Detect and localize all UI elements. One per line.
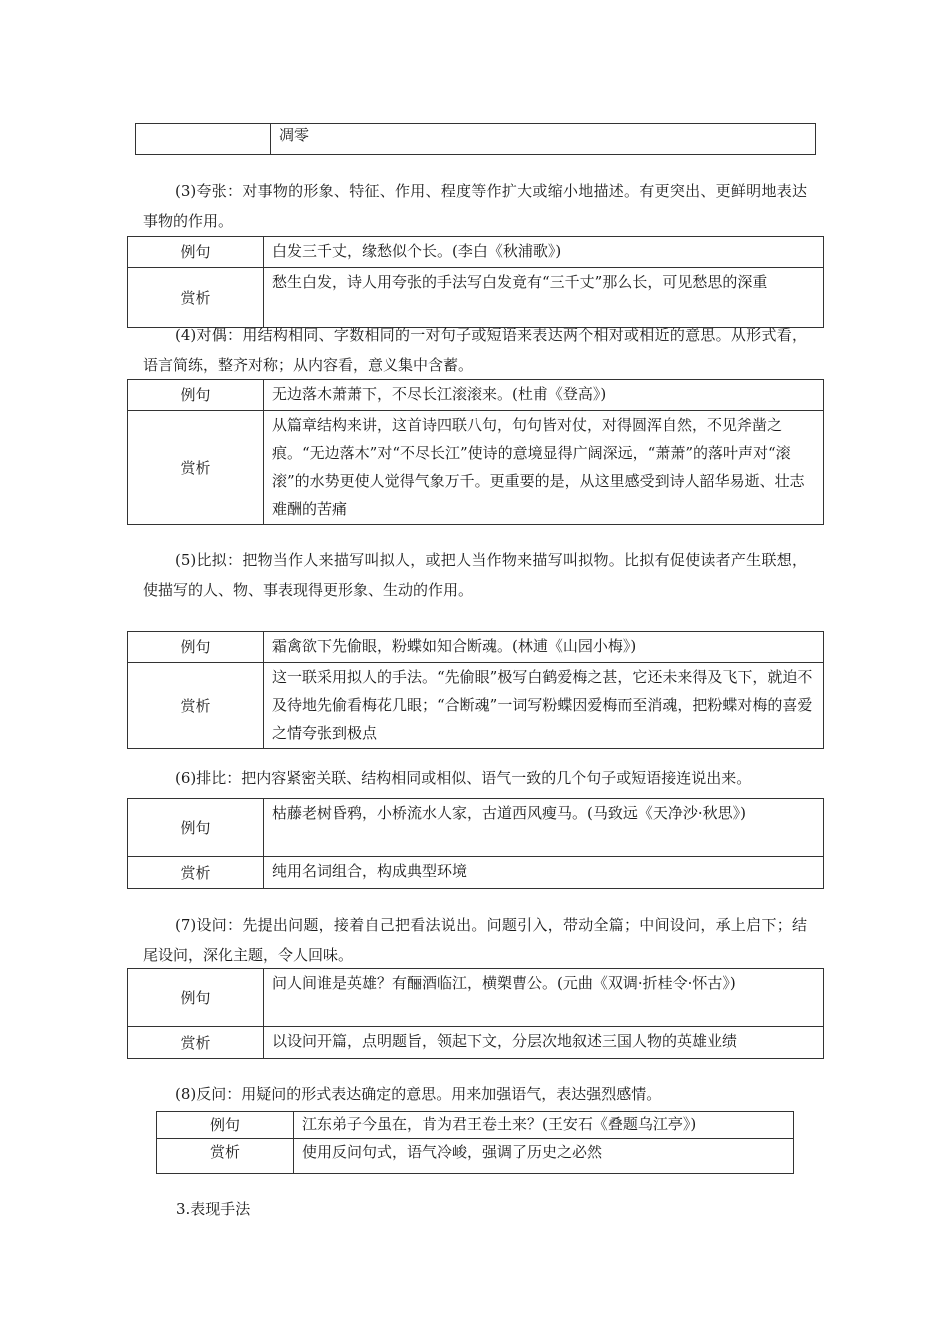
analysis-text: 从篇章结构来讲，这首诗四联八句，句句皆对仗，对得圆浑自然，不见斧凿之痕。“无边落木”对“不尽长江”使诗的意境显得广阔深远，“萧萧”的落叶声对“滚滚”的水势更使人觉得气象万千。更重要的是，从这里感受到诗人韶华易逝、壮志难酬的苦痛 <box>264 411 824 525</box>
section-6-table <box>127 798 824 889</box>
analysis-label: 赏析 <box>128 1027 264 1059</box>
example-label: 例句 <box>157 1112 294 1139</box>
example-label: 例句 <box>128 237 264 268</box>
analysis-label: 赏析 <box>128 411 264 525</box>
analysis-text: 愁生白发，诗人用夸张的手法写白发竟有“三千丈”那么长，可见愁思的深重 <box>264 268 824 328</box>
section-4-paragraph: (4)对偶：用结构相同、字数相同的一对句子或短语来表达两个相对或相近的意思。从形式看，语言简练，整齐对称；从内容看，意义集中含蓄。 <box>143 326 807 374</box>
analysis-label: 赏析 <box>157 1139 294 1174</box>
example-text: 枯藤老树昏鸦，小桥流水人家，古道西风瘦马。(马致远《天净沙·秋思》) <box>264 799 824 857</box>
top-table-content: 凋零 <box>271 124 816 155</box>
analysis-text: 以设问开篇，点明题旨，领起下文，分层次地叙述三国人物的英雄业绩 <box>264 1027 824 1059</box>
example-text: 江东弟子今虽在，肯为君王卷土来？(王安石《叠题乌江亭》) <box>294 1112 794 1139</box>
section-5-table <box>127 631 824 749</box>
section-7-table <box>127 968 824 1059</box>
example-text: 白发三千丈，缘愁似个长。(李白《秋浦歌》) <box>264 237 824 268</box>
section-heading: 3.表现手法 <box>176 1200 251 1218</box>
section-4-table <box>127 379 824 525</box>
example-label: 例句 <box>128 969 264 1027</box>
analysis-label: 赏析 <box>128 663 264 749</box>
analysis-label: 赏析 <box>128 857 264 889</box>
section-5-paragraph: (5)比拟：把物当作人来描写叫拟人，或把人当作物来描写叫拟物。比拟有促使读者产生联想，使描写的人、物、事表现得更形象、生动的作用。 <box>143 551 807 599</box>
section-8-paragraph: (8)反问：用疑问的形式表达确定的意思。用来加强语气，表达强烈感情。 <box>175 1085 662 1103</box>
section-3-paragraph: (3)夸张：对事物的形象、特征、作用、程度等作扩大或缩小地描述。有更突出、更鲜明地表达事物的作用。 <box>143 182 807 230</box>
analysis-text: 使用反问句式，语气冷峻，强调了历史之必然 <box>294 1139 794 1174</box>
top-table <box>135 123 816 155</box>
example-label: 例句 <box>128 799 264 857</box>
section-3-table <box>127 236 824 328</box>
example-text: 无边落木萧萧下，不尽长江滚滚来。(杜甫《登高》) <box>264 380 824 411</box>
example-label: 例句 <box>128 380 264 411</box>
analysis-text: 纯用名词组合，构成典型环境 <box>264 857 824 889</box>
section-7-paragraph: (7)设问：先提出问题，接着自己把看法说出。问题引入，带动全篇；中间设问，承上启下；结尾设问，深化主题，令人回味。 <box>143 916 807 964</box>
example-text: 霜禽欲下先偷眼，粉蝶如知合断魂。(林逋《山园小梅》) <box>264 632 824 663</box>
example-text: 问人间谁是英雄？有酾酒临江，横槊曹公。(元曲《双调·折桂令·怀古》) <box>264 969 824 1027</box>
analysis-text: 这一联采用拟人的手法。“先偷眼”极写白鹤爱梅之甚，它还未来得及飞下，就迫不及待地先偷看梅花几眼；“合断魂”一词写粉蝶因爱梅而至消魂，把粉蝶对梅的喜爱之情夸张到极点 <box>264 663 824 749</box>
top-table-label-cell <box>136 124 271 155</box>
section-6-paragraph: (6)排比：把内容紧密关联、结构相同或相似、语气一致的几个句子或短语接连说出来。 <box>175 769 752 787</box>
section-8-table <box>156 1111 794 1174</box>
analysis-label: 赏析 <box>128 268 264 328</box>
example-label: 例句 <box>128 632 264 663</box>
